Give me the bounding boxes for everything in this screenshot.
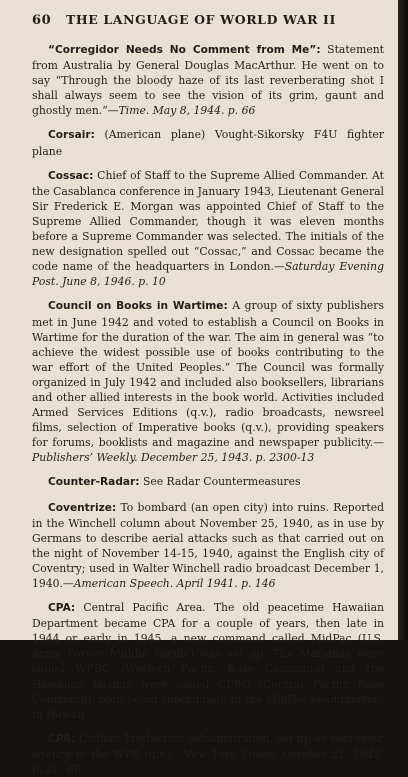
- entry-body: Central Pacific Area. The old peacetime Hawaiian Department became CPA for a couple of years, then late in 1944 or early in 1945, a new command called MidPac (U.S. Army Forces Middle Pacific) was set up. The Marianas were called WPBC (Western Pacific Base Command) and the Hawaiian Islands were called CPBC (Central Pacific Base Command), both being subordinate to the MidPac headquarters in Hawaii: [32, 601, 384, 721]
- entry-term: Counter-Radar:: [48, 476, 140, 489]
- entry-body: Civilian Production Administration, set up as successor agency to the WPB (q.v.)—: [32, 731, 384, 761]
- entry-cpa-civilian-production: [32, 731, 384, 777]
- running-head: [32, 12, 384, 28]
- entry-body: Statement from Australia by General Douglas MacArthur. He went on to say “Through the bloody haze of its last reverberating shot I shall always seem to see the vision of its grim, gaunt and ghostly men.”—: [32, 43, 384, 118]
- entry-term: Corsair:: [48, 129, 95, 142]
- entry-coventrize: [32, 500, 384, 592]
- entry-source: Saturday Evening Post. June 8, 1946. p. 10: [32, 260, 384, 289]
- entry-corregidor: [32, 42, 384, 118]
- entry-source: New York Times, October 21, 1945. p. 2E, 6E: [32, 747, 384, 777]
- entry-source: American Speech. April 1941. p. 146: [73, 577, 276, 590]
- entry-cossac: [32, 168, 384, 290]
- entry-body: To bombard (an open city) into ruins. Reported in the Winchell column about November 25, 1940, as in use by Germans to describe aerial attacks such as that carried out on the night of November 14-15, 1940, against the English city of Coventry; used in Walter Winchell radio broadcast December 1, 1940.—: [32, 500, 384, 590]
- entry-source: Time. May 8, 1944. p. 66: [118, 104, 256, 118]
- entry-council-on-books: [32, 298, 384, 465]
- entry-counter-radar: [32, 474, 384, 490]
- entry-corsair: [32, 127, 384, 158]
- page-edge-shadow: [398, 0, 408, 640]
- entry-body: A group of sixty publishers met in June 1942 and voted to establish a Council on Books in Wartime for the duration of the war. The aim in general was “to achieve the widest possible use of books contributing to the war effort of the United Peoples.” The Council was formally organized in July 1942 and included also booksellers, librarians and other allied interests in the book world. Activities included Armed Services Editions (q.v.), radio broadcasts, newsreel films, selection of Imperative books (q.v.), providing speakers for forums, booklists and magazine and newspaper publicity.—: [32, 299, 384, 450]
- book-title: THE LANGUAGE OF WORLD WAR II: [66, 12, 336, 27]
- entry-term: Cossac:: [48, 169, 94, 182]
- entry-term: “Corregidor Needs No Comment from Me”:: [48, 44, 321, 56]
- entry-body: Chief of Staff to the Supreme Allied Commander. At the Casablanca conference in January 1943, Lieutenant General Sir Frederick E. Morgan was appointed Chief of Staff to the Supreme Allied Commander, though it was eleven months before a Supreme Commander was selected. The initials of the new designation spelled out “Cossac,” and Cossac became the code name of the headquarters in London.—: [32, 168, 384, 274]
- entry-term: Coventrize:: [48, 501, 117, 514]
- entry-body: (American plane) Vought-Sikorsky F4U fighter plane: [32, 128, 384, 158]
- entry-term: Council on Books in Wartime:: [48, 300, 228, 313]
- entry-body: See Radar Countermeasures: [139, 475, 301, 489]
- entry-term: CPA:: [48, 732, 76, 745]
- page-number: 60: [32, 13, 52, 28]
- entry-term: CPA:: [48, 602, 76, 615]
- entry-cpa-central-pacific: [32, 600, 384, 722]
- entry-source: Publishers’ Weekly. December 25, 1943. p. 2300-13: [32, 451, 315, 465]
